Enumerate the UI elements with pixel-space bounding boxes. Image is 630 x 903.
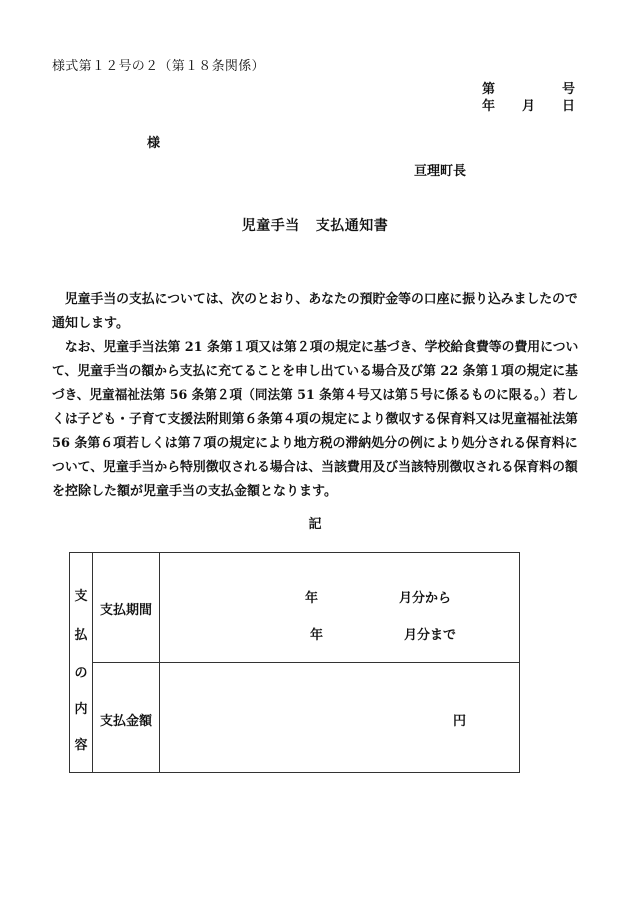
body-line: 通知します。: [52, 316, 129, 331]
date-year-label: 年: [482, 99, 496, 114]
period-to-month: 月分まで: [404, 628, 457, 643]
body-paragraph: [52, 288, 578, 504]
document-number-unit: 号: [562, 82, 576, 97]
body-line: なお、児童手当法第 21 条第１項又は第２項の規定に基づき、学校給食費等の費用につい: [52, 340, 579, 355]
document-number-label: 第: [482, 82, 496, 97]
addressee-suffix: 様: [147, 136, 161, 151]
issuer-name: 亘理町長: [414, 164, 467, 179]
body-line: 56 条第６項若しくは第７項の規定により地方税の滞納処分の例により処分される保育料に: [52, 436, 578, 451]
period-from-month: 月分から: [399, 591, 452, 606]
date-day-label: 日: [562, 99, 576, 114]
side-label-char: 容: [74, 738, 88, 753]
body-line: を控除した額が児童手当の支払金額となります。: [52, 484, 337, 499]
document-title: [0, 215, 630, 235]
date-month-label: 月: [522, 99, 536, 114]
title-part-2: 支払通知書: [315, 218, 389, 234]
body-line: ついて、児童手当から特別徴収される場合は、当該費用及び当該特別徴収される保育料の額: [52, 460, 578, 475]
side-label-char: 支: [74, 589, 88, 604]
amount-unit: 円: [453, 714, 467, 729]
body-line: づき、児童福祉法第 56 条第２項（同法第 51 条第４号又は第５号に係るものに限る。）若し: [52, 388, 579, 403]
body-line: て、児童手当の額から支払に充てることを申し出ている場合及び第 22 条第１項の規定に基: [52, 364, 578, 379]
side-label-char: の: [74, 666, 88, 681]
period-to-year: 年: [310, 628, 324, 643]
body-line: くは子ども・子育て支援法附則第６条第４項の規定により徴収する保育料又は児童福祉法第: [52, 412, 579, 427]
payment-amount-label: 支払金額: [100, 714, 153, 729]
table-divider-horizontal: [92, 662, 520, 663]
form-number: 様式第１２号の２（第１８条関係）: [52, 59, 265, 74]
title-part-1: 児童手当: [241, 218, 300, 234]
side-label-char: 払: [74, 628, 88, 643]
body-line: 児童手当の支払については、次のとおり、あなたの預貯金等の口座に振り込みましたので: [52, 292, 578, 307]
payment-period-label: 支払期間: [100, 603, 153, 618]
period-from-year: 年: [305, 591, 319, 606]
ki-heading: 記: [308, 517, 322, 532]
side-label-char: 内: [74, 702, 88, 717]
